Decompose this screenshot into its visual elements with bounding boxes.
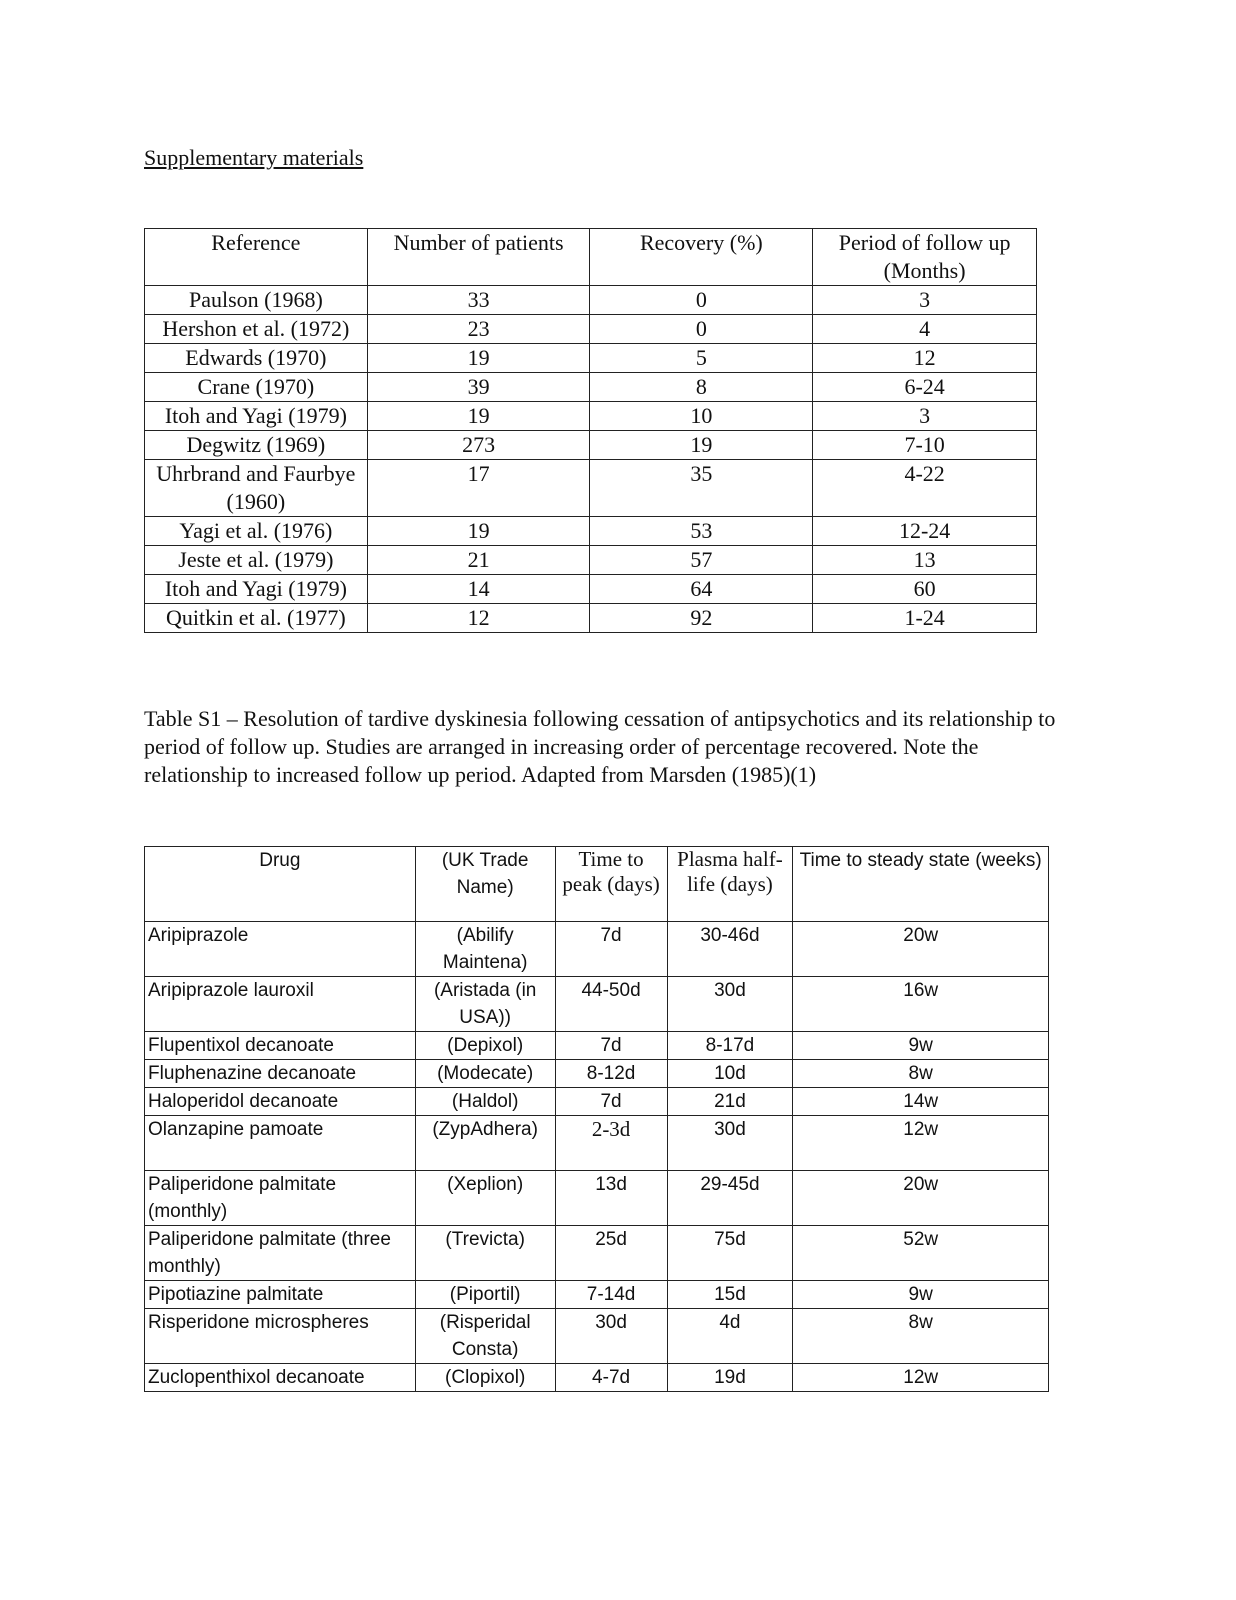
table-cell: 23 <box>367 315 590 344</box>
table-cell: 4d <box>667 1309 793 1364</box>
column-header: Recovery (%) <box>590 229 813 286</box>
table-cell: Paliperidone palmitate (monthly) <box>145 1171 416 1226</box>
table-cell: (ZypAdhera) <box>415 1116 555 1171</box>
table-cell: 3 <box>813 286 1037 315</box>
table-row <box>145 315 1037 344</box>
table-cell: 4-22 <box>813 460 1037 517</box>
table-cell: 7-10 <box>813 431 1037 460</box>
table-cell: 12w <box>793 1116 1049 1171</box>
table-cell: 8w <box>793 1060 1049 1088</box>
table-row <box>145 1281 1049 1309</box>
table-cell: (Modecate) <box>415 1060 555 1088</box>
table-row <box>145 604 1037 633</box>
column-header: Period of follow up (Months) <box>813 229 1037 286</box>
table-cell: 12-24 <box>813 517 1037 546</box>
table-cell: 64 <box>590 575 813 604</box>
table-cell: Aripiprazole <box>145 922 416 977</box>
table-cell: 273 <box>367 431 590 460</box>
table-cell: 10 <box>590 402 813 431</box>
table-cell: 92 <box>590 604 813 633</box>
table-cell: 57 <box>590 546 813 575</box>
table-row <box>145 286 1037 315</box>
table-cell: Flupentixol decanoate <box>145 1032 416 1060</box>
table-cell: 19d <box>667 1364 793 1392</box>
table-cell: 30d <box>555 1309 667 1364</box>
table-header-row <box>145 847 1049 922</box>
table-row <box>145 1309 1049 1364</box>
table-cell: 12 <box>367 604 590 633</box>
table-row <box>145 517 1037 546</box>
table-row <box>145 977 1049 1032</box>
table-cell: 1-24 <box>813 604 1037 633</box>
table-row <box>145 1226 1049 1281</box>
table-cell: 30d <box>667 977 793 1032</box>
table-cell: 14 <box>367 575 590 604</box>
table-cell: Crane (1970) <box>145 373 368 402</box>
table-cell: Itoh and Yagi (1979) <box>145 575 368 604</box>
table-cell: Risperidone microspheres <box>145 1309 416 1364</box>
table-cell: Quitkin et al. (1977) <box>145 604 368 633</box>
table-cell: 10d <box>667 1060 793 1088</box>
table-cell: 8-12d <box>555 1060 667 1088</box>
table-caption: Table S1 – Resolution of tardive dyskinesia following cessation of antipsychotics and its relationship to period of follow up. Studies are arranged in increasing order of percentage recovered. Note the relationship to increased follow up period. Adapted from Marsden (1985)(1) <box>144 706 1056 787</box>
column-header: Reference <box>145 229 368 286</box>
table-row <box>145 1032 1049 1060</box>
table-cell: Itoh and Yagi (1979) <box>145 402 368 431</box>
table-cell: 14w <box>793 1088 1049 1116</box>
column-header: Time to steady state (weeks) <box>793 847 1049 922</box>
table-cell: 15d <box>667 1281 793 1309</box>
antipsychotic-depot-table <box>144 846 1049 1392</box>
table-cell: 17 <box>367 460 590 517</box>
table-cell: Fluphenazine decanoate <box>145 1060 416 1088</box>
table-cell: 33 <box>367 286 590 315</box>
table-row <box>145 1171 1049 1226</box>
table-cell: 7d <box>555 1088 667 1116</box>
table-cell: 8w <box>793 1309 1049 1364</box>
table-cell: 7-14d <box>555 1281 667 1309</box>
table-cell: Uhrbrand and Faurbye (1960) <box>145 460 368 517</box>
table-cell: 21 <box>367 546 590 575</box>
table-cell: (Clopixol) <box>415 1364 555 1392</box>
table-cell: 5 <box>590 344 813 373</box>
table-row <box>145 546 1037 575</box>
table-row <box>145 575 1037 604</box>
table-cell: Pipotiazine palmitate <box>145 1281 416 1309</box>
table-cell: Olanzapine pamoate <box>145 1116 416 1171</box>
table-cell: (Trevicta) <box>415 1226 555 1281</box>
table-cell: 52w <box>793 1226 1049 1281</box>
table-cell: 29-45d <box>667 1171 793 1226</box>
table-cell: (Xeplion) <box>415 1171 555 1226</box>
column-header: Drug <box>145 847 416 922</box>
column-header: Number of patients <box>367 229 590 286</box>
table-cell: 35 <box>590 460 813 517</box>
table-cell: 53 <box>590 517 813 546</box>
table-header-row <box>145 229 1037 286</box>
table-cell: 25d <box>555 1226 667 1281</box>
table-cell: 12 <box>813 344 1037 373</box>
table-cell: 13 <box>813 546 1037 575</box>
table-row <box>145 402 1037 431</box>
table-cell: (Risperidal Consta) <box>415 1309 555 1364</box>
table-row <box>145 460 1037 517</box>
page-heading: Supplementary materials <box>144 145 364 170</box>
column-header: Plasma half-life (days) <box>667 847 793 922</box>
table-cell: 9w <box>793 1281 1049 1309</box>
table-cell: 0 <box>590 286 813 315</box>
column-header: Time to peak (days) <box>555 847 667 922</box>
table-cell: 3 <box>813 402 1037 431</box>
table-cell: 75d <box>667 1226 793 1281</box>
table-cell: 16w <box>793 977 1049 1032</box>
table-cell: 6-24 <box>813 373 1037 402</box>
table-cell: Degwitz (1969) <box>145 431 368 460</box>
table-cell: 20w <box>793 922 1049 977</box>
table-cell: (Piportil) <box>415 1281 555 1309</box>
table-row <box>145 373 1037 402</box>
table-cell: 9w <box>793 1032 1049 1060</box>
table-cell: Paliperidone palmitate (three monthly) <box>145 1226 416 1281</box>
table-cell: 30d <box>667 1116 793 1171</box>
table-cell: 19 <box>367 344 590 373</box>
table-cell: 44-50d <box>555 977 667 1032</box>
table-row <box>145 1116 1049 1171</box>
table-row <box>145 344 1037 373</box>
table-cell: Paulson (1968) <box>145 286 368 315</box>
table-cell: Hershon et al. (1972) <box>145 315 368 344</box>
table-cell: 8 <box>590 373 813 402</box>
table-cell: 20w <box>793 1171 1049 1226</box>
tardive-dyskinesia-table <box>144 228 1037 633</box>
table-cell: 19 <box>590 431 813 460</box>
table-cell: Zuclopenthixol decanoate <box>145 1364 416 1392</box>
table-cell: 30-46d <box>667 922 793 977</box>
table-cell: Jeste et al. (1979) <box>145 546 368 575</box>
table-row <box>145 1364 1049 1392</box>
table-cell: 7d <box>555 1032 667 1060</box>
column-header: (UK Trade Name) <box>415 847 555 922</box>
table-cell: 19 <box>367 402 590 431</box>
table-cell: (Abilify Maintena) <box>415 922 555 977</box>
table-cell: 19 <box>367 517 590 546</box>
table-cell: Haloperidol decanoate <box>145 1088 416 1116</box>
table-cell: 60 <box>813 575 1037 604</box>
table-cell: Yagi et al. (1976) <box>145 517 368 546</box>
table-cell: 4 <box>813 315 1037 344</box>
table-cell: 0 <box>590 315 813 344</box>
table-cell: 12w <box>793 1364 1049 1392</box>
table-cell: Aripiprazole lauroxil <box>145 977 416 1032</box>
table-cell: 8-17d <box>667 1032 793 1060</box>
table-row <box>145 1088 1049 1116</box>
table-cell: 39 <box>367 373 590 402</box>
table-row <box>145 922 1049 977</box>
table-cell: 21d <box>667 1088 793 1116</box>
table-cell: (Aristada (in USA)) <box>415 977 555 1032</box>
table-cell: 4-7d <box>555 1364 667 1392</box>
table-cell: 2-3d <box>555 1116 667 1171</box>
table-cell: (Depixol) <box>415 1032 555 1060</box>
table-cell: 13d <box>555 1171 667 1226</box>
table-cell: Edwards (1970) <box>145 344 368 373</box>
table-row <box>145 1060 1049 1088</box>
table-row <box>145 431 1037 460</box>
table-cell: (Haldol) <box>415 1088 555 1116</box>
table-cell: 7d <box>555 922 667 977</box>
